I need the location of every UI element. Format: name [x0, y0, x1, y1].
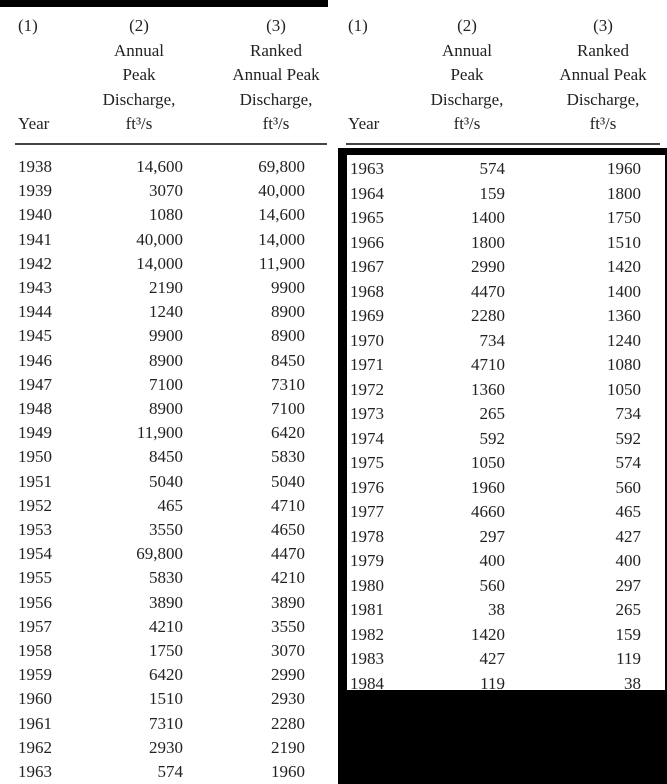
table-row — [18, 542, 338, 566]
table-row — [350, 231, 667, 255]
annual-peak-cell: 14,600 — [136, 157, 183, 176]
annual-peak-cell: 7100 — [149, 374, 183, 394]
year-cell: 1970 — [350, 330, 384, 350]
ranked-peak-cell: 40,000 — [258, 181, 305, 201]
right-header-col1-num: (1) — [348, 16, 368, 35]
table-row — [18, 639, 338, 663]
year-cell: 1971 — [350, 355, 384, 374]
table-row — [18, 349, 338, 373]
annual-peak-cell: 1080 — [149, 205, 183, 225]
year-cell: 1942 — [18, 253, 52, 273]
annual-peak-cell: 2190 — [149, 278, 183, 297]
year-cell: 1941 — [18, 229, 52, 249]
table-row — [350, 402, 667, 426]
year-cell: 1948 — [18, 399, 52, 418]
year-cell: 1938 — [18, 157, 52, 176]
ranked-peak-cell: 1400 — [607, 281, 641, 301]
annual-peak-cell: 3890 — [149, 592, 183, 612]
ranked-peak-cell: 2930 — [271, 689, 305, 709]
right-header-year: Year — [348, 114, 380, 133]
table-row — [350, 647, 667, 671]
year-cell: 1961 — [18, 713, 52, 733]
right-header-col3-l2: Annual Peak — [559, 65, 647, 84]
year-cell: 1945 — [18, 326, 52, 346]
year-cell: 1956 — [18, 592, 52, 612]
year-cell: 1962 — [18, 737, 52, 757]
table-row — [18, 300, 338, 324]
annual-peak-cell: 8900 — [149, 399, 183, 418]
annual-peak-cell: 427 — [479, 649, 505, 668]
table-row — [350, 623, 667, 647]
annual-peak-cell: 8450 — [149, 447, 183, 467]
annual-peak-cell: 574 — [157, 762, 183, 781]
year-cell: 1959 — [18, 665, 52, 685]
table-row — [18, 179, 338, 203]
year-cell: 1977 — [350, 502, 384, 521]
table-row — [350, 598, 667, 622]
right-header-col2-unit: ft³/s — [453, 114, 481, 133]
annual-peak-cell: 4710 — [471, 355, 505, 374]
year-cell: 1943 — [18, 278, 52, 297]
right-header-col2-l1: Annual — [441, 40, 493, 60]
ranked-peak-cell: 2190 — [271, 737, 305, 757]
annual-peak-cell: 465 — [157, 495, 183, 515]
left-header-year: Year — [18, 114, 50, 133]
table-row — [350, 206, 667, 230]
left-header-col3-l3: Discharge, — [239, 89, 313, 109]
annual-peak-cell: 5830 — [149, 568, 183, 588]
ranked-peak-cell: 427 — [615, 526, 641, 546]
table-row — [18, 397, 338, 421]
ranked-peak-cell: 7100 — [271, 399, 305, 418]
year-cell: 1950 — [18, 447, 52, 467]
ranked-peak-cell: 3890 — [271, 592, 305, 612]
year-cell: 1946 — [18, 350, 52, 370]
year-cell: 1965 — [350, 208, 384, 227]
annual-peak-cell: 4660 — [471, 502, 505, 521]
annual-peak-cell: 14,000 — [136, 253, 183, 273]
table-row — [18, 421, 338, 445]
annual-peak-cell: 1050 — [471, 453, 505, 472]
annual-peak-cell: 7310 — [149, 713, 183, 733]
annual-peak-cell: 11,900 — [136, 423, 183, 443]
ranked-peak-cell: 734 — [615, 404, 641, 423]
ranked-peak-cell: 38 — [624, 673, 641, 693]
ranked-peak-cell: 1080 — [607, 355, 641, 374]
ranked-peak-cell: 4210 — [271, 568, 305, 588]
top-black-bar — [0, 0, 328, 7]
year-cell: 1955 — [18, 568, 52, 588]
year-cell: 1947 — [18, 374, 52, 394]
ranked-peak-cell: 3550 — [271, 616, 305, 636]
year-cell: 1975 — [350, 453, 384, 472]
ranked-peak-cell: 400 — [615, 551, 641, 570]
table-row — [18, 203, 338, 227]
annual-peak-cell: 9900 — [149, 326, 183, 346]
right-header-col2-l3: Discharge, — [430, 89, 504, 109]
annual-peak-cell: 400 — [479, 551, 505, 570]
year-cell: 1963 — [350, 159, 384, 178]
year-cell: 1984 — [350, 673, 384, 693]
table-row — [18, 470, 338, 494]
table-row — [350, 549, 667, 573]
year-cell: 1939 — [18, 181, 52, 201]
ranked-peak-cell: 297 — [615, 575, 641, 595]
table-row — [350, 182, 667, 206]
year-cell: 1972 — [350, 379, 384, 399]
left-header-col1-num: (1) — [18, 16, 38, 35]
table-row — [18, 494, 338, 518]
annual-peak-cell: 6420 — [149, 665, 183, 685]
year-cell: 1951 — [18, 471, 52, 491]
annual-peak-cell: 1420 — [471, 624, 505, 644]
left-header-col3-num: (3) — [266, 16, 286, 35]
annual-peak-cell: 1800 — [471, 232, 505, 252]
ranked-peak-cell: 3070 — [271, 641, 305, 660]
year-cell: 1957 — [18, 616, 52, 636]
ranked-peak-cell: 265 — [615, 600, 641, 619]
ranked-peak-cell: 4650 — [271, 520, 305, 539]
table-row — [18, 615, 338, 639]
ranked-peak-cell: 5040 — [271, 471, 305, 491]
ranked-peak-cell: 1050 — [607, 379, 641, 399]
table-row — [18, 445, 338, 469]
right-header-col3-num: (3) — [593, 16, 613, 35]
table-row — [18, 591, 338, 615]
annual-peak-cell: 4210 — [149, 616, 183, 636]
table-row — [18, 518, 338, 542]
year-cell: 1974 — [350, 428, 384, 448]
table-row — [18, 736, 338, 760]
ranked-peak-cell: 14,600 — [258, 205, 305, 225]
left-header-col2-num: (2) — [129, 16, 149, 35]
year-cell: 1976 — [350, 477, 384, 497]
table-row — [18, 566, 338, 590]
table-row — [350, 672, 667, 696]
right-header-col3-l1: Ranked — [577, 40, 629, 60]
year-cell: 1960 — [18, 689, 52, 709]
ranked-peak-cell: 574 — [615, 453, 641, 472]
ranked-peak-cell: 11,900 — [258, 253, 305, 273]
year-cell: 1953 — [18, 520, 52, 539]
table-row — [18, 663, 338, 687]
year-cell: 1978 — [350, 526, 384, 546]
year-cell: 1979 — [350, 551, 384, 570]
table-row — [350, 329, 667, 353]
annual-peak-cell: 1960 — [471, 477, 505, 497]
left-header-col3-l1: Ranked — [250, 40, 302, 60]
annual-peak-cell: 38 — [488, 600, 505, 619]
left-header-col2-l3: Discharge, — [102, 89, 176, 109]
year-cell: 1958 — [18, 641, 52, 660]
annual-peak-cell: 2930 — [149, 737, 183, 757]
year-cell: 1969 — [350, 306, 384, 325]
right-header-col3-l3: Discharge, — [566, 89, 640, 109]
left-header-col2-l1: Annual — [113, 40, 165, 60]
table-row — [18, 324, 338, 348]
year-cell: 1944 — [18, 302, 52, 322]
annual-peak-cell: 159 — [479, 183, 505, 203]
ranked-peak-cell: 1240 — [607, 330, 641, 350]
ranked-peak-cell: 14,000 — [258, 229, 305, 249]
year-cell: 1983 — [350, 649, 384, 668]
annual-peak-cell: 1400 — [471, 208, 505, 227]
year-cell: 1954 — [18, 544, 52, 564]
annual-peak-cell: 3550 — [149, 520, 183, 539]
year-cell: 1963 — [18, 762, 52, 781]
left-header-rule — [15, 143, 327, 145]
annual-peak-cell: 592 — [479, 428, 505, 448]
ranked-peak-cell: 8900 — [271, 326, 305, 346]
year-cell: 1968 — [350, 281, 384, 301]
year-cell: 1982 — [350, 624, 384, 644]
annual-peak-cell: 40,000 — [136, 229, 183, 249]
table-row — [18, 712, 338, 736]
table-row — [350, 525, 667, 549]
ranked-peak-cell: 8900 — [271, 302, 305, 322]
left-header-col2-unit: ft³/s — [125, 114, 153, 133]
ranked-peak-cell: 5830 — [271, 447, 305, 467]
annual-peak-cell: 8900 — [149, 350, 183, 370]
table-row — [18, 760, 338, 784]
left-header-col3-unit: ft³/s — [262, 114, 290, 133]
ranked-peak-cell: 1960 — [271, 762, 305, 781]
annual-peak-cell: 1360 — [471, 379, 505, 399]
ranked-peak-cell: 2280 — [271, 713, 305, 733]
ranked-peak-cell: 159 — [615, 624, 641, 644]
ranked-peak-cell: 592 — [615, 428, 641, 448]
ranked-peak-cell: 9900 — [271, 278, 305, 297]
annual-peak-cell: 297 — [479, 526, 505, 546]
right-header-col2-num: (2) — [457, 16, 477, 35]
ranked-peak-cell: 1510 — [607, 232, 641, 252]
ranked-peak-cell: 119 — [616, 649, 641, 668]
table-row — [350, 574, 667, 598]
table-row — [350, 427, 667, 451]
table-row — [18, 155, 338, 179]
ranked-peak-cell: 69,800 — [258, 157, 305, 176]
ranked-peak-cell: 1360 — [607, 306, 641, 325]
ranked-peak-cell: 8450 — [271, 350, 305, 370]
annual-peak-cell: 574 — [479, 159, 505, 178]
ranked-peak-cell: 1750 — [607, 208, 641, 227]
year-cell: 1980 — [350, 575, 384, 595]
right-header-col3-unit: ft³/s — [589, 114, 617, 133]
ranked-peak-cell: 1420 — [607, 257, 641, 276]
annual-peak-cell: 3070 — [149, 181, 183, 201]
ranked-peak-cell: 4470 — [271, 544, 305, 564]
annual-peak-cell: 5040 — [149, 471, 183, 491]
table-row — [18, 687, 338, 711]
table-row — [350, 304, 667, 328]
annual-peak-cell: 2990 — [471, 257, 505, 276]
table-row — [18, 276, 338, 300]
ranked-peak-cell: 4710 — [271, 495, 305, 515]
year-cell: 1952 — [18, 495, 52, 515]
ranked-peak-cell: 7310 — [271, 374, 305, 394]
left-header-col2-l2: Peak — [122, 65, 156, 84]
year-cell: 1966 — [350, 232, 384, 252]
table-row — [350, 353, 667, 377]
ranked-peak-cell: 1960 — [607, 159, 641, 178]
year-cell: 1964 — [350, 183, 384, 203]
table-row — [350, 255, 667, 279]
table-row — [18, 228, 338, 252]
ranked-peak-cell: 2990 — [271, 665, 305, 685]
year-cell: 1940 — [18, 205, 52, 225]
annual-peak-cell: 1240 — [149, 302, 183, 322]
annual-peak-cell: 69,800 — [136, 544, 183, 564]
ranked-peak-cell: 560 — [615, 477, 641, 497]
table-row — [350, 378, 667, 402]
annual-peak-cell: 1750 — [149, 641, 183, 660]
ranked-peak-cell: 6420 — [271, 423, 305, 443]
table-row — [18, 252, 338, 276]
table-row — [350, 476, 667, 500]
annual-peak-cell: 265 — [479, 404, 505, 423]
annual-peak-cell: 2280 — [471, 306, 505, 325]
left-header-col3-l2: Annual Peak — [232, 65, 320, 84]
right-header-col2-l2: Peak — [450, 65, 484, 84]
ranked-peak-cell: 465 — [615, 502, 641, 521]
annual-peak-cell: 560 — [479, 575, 505, 595]
year-cell: 1981 — [350, 600, 384, 619]
ranked-peak-cell: 1800 — [607, 183, 641, 203]
annual-peak-cell: 4470 — [471, 281, 505, 301]
annual-peak-cell: 119 — [480, 673, 505, 693]
annual-peak-cell: 1510 — [149, 689, 183, 709]
right-header-rule — [346, 143, 660, 145]
table-row — [350, 280, 667, 304]
annual-peak-cell: 734 — [479, 330, 505, 350]
table-row — [350, 451, 667, 475]
table-row — [350, 157, 667, 181]
year-cell: 1973 — [350, 404, 384, 423]
year-cell: 1967 — [350, 257, 384, 276]
table-row — [18, 373, 338, 397]
table-row — [350, 500, 667, 524]
year-cell: 1949 — [18, 423, 52, 443]
